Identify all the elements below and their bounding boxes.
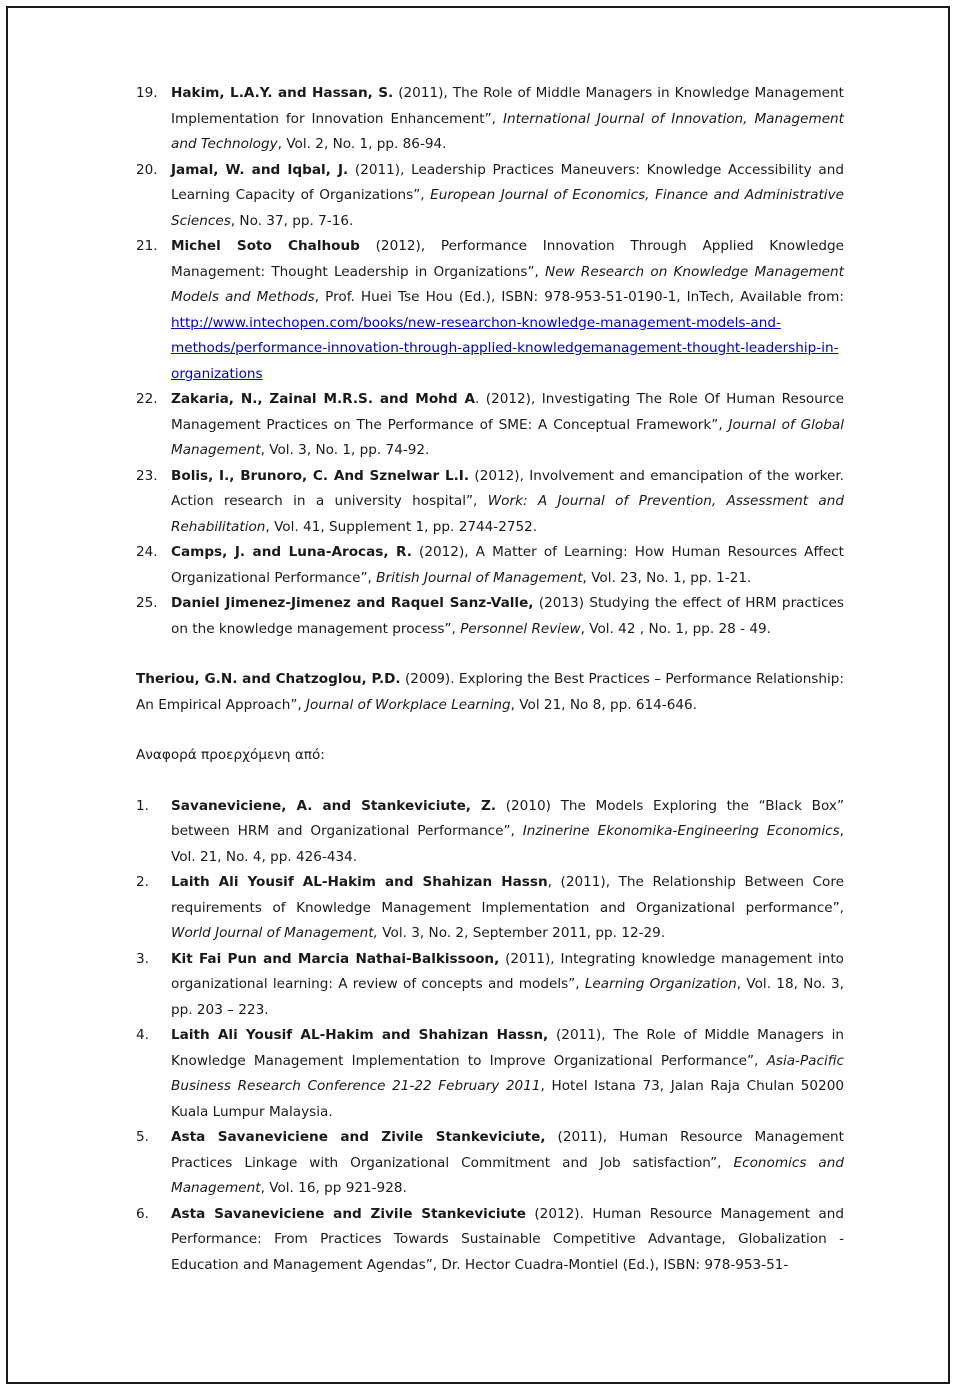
ref-journal: Journal of Workplace Learning <box>306 696 511 713</box>
section-heading: Αναφορά προερχόμενη από: <box>136 747 325 763</box>
ref-title: Exploring the Best Practices – Performance Relationship: An Empirical Approach”, <box>136 671 844 713</box>
ref-year: (2011), <box>348 161 412 178</box>
ref-journal: Asia-Pacific Business Research Conference 21-22 February 2011 <box>171 1052 844 1094</box>
reference-list <box>136 81 844 1278</box>
ref-details: , Vol. 23, No. 1, pp. 1-21. <box>582 569 752 586</box>
spacer <box>136 718 844 743</box>
ref-year: (2011), <box>499 950 561 967</box>
ref-journal: Journal of Global Management <box>171 416 844 458</box>
ref-title: A Matter of Learning: How Human Resources Affect Organizational Performance”, <box>171 544 844 586</box>
spacer <box>136 642 844 667</box>
ref-text <box>171 794 844 871</box>
ref-number: 24. <box>136 544 158 560</box>
ref-authors: Hakim, L.A.Y. and Hassan, S. <box>171 85 394 101</box>
ref-details: , No. 37, pp. 7-16. <box>230 212 354 229</box>
reference-item <box>136 540 844 591</box>
ref-text <box>171 387 844 464</box>
reference-item <box>136 158 844 235</box>
ref-title: The Relationship Between Core requirements of Knowledge Management Implementation and Organizational performance”, <box>171 874 844 916</box>
ref-number: 3. <box>136 950 149 967</box>
ref-number: 6. <box>136 1205 149 1222</box>
ref-details: , Prof. Huei Tse Hou (Ed.), ISBN: 978-953-51-0190-1, InTech, Available from: <box>314 289 844 305</box>
ref-journal: British Journal of Management <box>376 569 583 586</box>
ref-year: (2011), <box>393 85 453 101</box>
ref-title: The Models Exploring the “Black Box” between HRM and Organizational Performance”, <box>171 797 844 839</box>
reference-item <box>136 1202 844 1279</box>
ref-text <box>171 1125 844 1202</box>
ref-details: , Hotel Istana 73, Jalan Raja Chulan 50200 Kuala Lumpur Malaysia. <box>171 1078 844 1120</box>
ref-year: (2012), <box>469 467 530 484</box>
ref-details: , Vol. 18, No. 3, pp. 203 – 223. <box>171 976 844 1018</box>
ref-number: 5. <box>136 1129 149 1145</box>
ref-text <box>171 464 844 541</box>
ref-authors: Zakaria, N., Zainal M.R.S. and Mohd A <box>171 391 475 407</box>
ref-journal: Economics and Management <box>171 1154 844 1196</box>
ref-journal: World Journal of Management, <box>171 925 378 941</box>
ref-text <box>171 158 844 235</box>
ref-journal: New Research on Knowledge Management Models and Methods <box>171 263 844 305</box>
ref-text <box>171 947 844 1024</box>
ref-journal: European Journal of Economics, Finance and Administrative Sciences <box>171 187 844 229</box>
ref-number: 23. <box>136 467 158 484</box>
ref-number: 19. <box>136 85 158 101</box>
ref-details: , Vol. 41, Supplement 1, pp. 2744-2752. <box>265 518 538 535</box>
ref-year: (2012). <box>525 1205 593 1222</box>
ref-journal: Personnel Review <box>460 620 581 637</box>
ref-authors: Asta Savaneviciene and Zivile Stankeviciute <box>171 1205 526 1222</box>
ref-link[interactable]: http://www.intechopen.com/books/new-researchon-knowledge-management-models-and-methods/performance-innovation-through-applied-knowledgemanagement-thought-leadership-in-organizations <box>171 314 839 382</box>
ref-authors: Savaneviciene, A. and Stankeviciute, Z. <box>171 797 497 814</box>
ref-number: 1. <box>136 797 149 814</box>
ref-text <box>171 591 844 642</box>
ref-year: (2011), <box>548 1027 614 1043</box>
ref-year: (2012), <box>411 544 476 560</box>
ref-title: Human Resource Management and Performance: From Practices Towards Sustainable Competitive Advantage, Globalization - Education and Management Agendas”, Dr. Hector Cuadra-Montiel (Ed.), ISBN: 978-953-51- <box>171 1205 845 1273</box>
ref-journal: Inzinerine Ekonomika-Engineering Economics <box>522 823 840 839</box>
reference-item <box>136 1125 844 1202</box>
ref-title: Performance Innovation Through Applied Knowledge Management: Thought Leadership in Organizations”, <box>171 238 844 280</box>
ref-details: Vol. 3, No. 2, September 2011, pp. 12-29. <box>377 925 666 941</box>
ref-details: , Vol. 42 , No. 1, pp. 28 - 49. <box>580 620 771 637</box>
ref-details: , Vol. 21, No. 4, pp. 426-434. <box>171 823 844 865</box>
ref-number: 21. <box>136 238 158 254</box>
ref-year: (2013) <box>533 595 590 611</box>
ref-title: Involvement and emancipation of the worker. Action research in a university hospital”, <box>171 467 844 509</box>
ref-authors: Bolis, I., Brunoro, C. And Sznelwar L.I. <box>171 467 470 484</box>
ref-journal: Learning Organization <box>584 976 737 992</box>
ref-title: Studying the effect of HRM practices on the knowledge management process”, <box>171 595 844 637</box>
ref-authors: Kit Fai Pun and Marcia Nathai-Balkissoon, <box>171 950 500 967</box>
references-block-b <box>136 794 844 1279</box>
ref-year: . (2012), <box>474 391 542 407</box>
reference-item <box>136 591 844 642</box>
references-block-a <box>136 81 844 642</box>
ref-title: Leadership Practices Maneuvers: Knowledge Accessibility and Learning Capacity of Organizations”, <box>171 161 844 203</box>
ref-journal: Work: A Journal of Prevention, Assessment and Rehabilitation <box>171 493 844 535</box>
ref-number: 4. <box>136 1027 149 1043</box>
reference-theriou <box>136 667 844 718</box>
ref-text <box>171 870 844 947</box>
ref-authors: Jamal, W. and Iqbal, J. <box>171 161 349 178</box>
ref-authors: Camps, J. and Luna-Arocas, R. <box>171 544 412 560</box>
ref-number: 22. <box>136 391 158 407</box>
ref-title: The Role of Middle Managers in Knowledge Management Implementation to Improve Organizational Performance”, <box>171 1027 844 1069</box>
ref-text <box>171 540 844 591</box>
ref-year: , (2011), <box>547 874 619 890</box>
ref-text <box>171 1202 844 1279</box>
ref-year: (2009). <box>400 671 459 687</box>
reference-item <box>136 870 844 947</box>
ref-authors: Laith Ali Yousif AL-Hakim and Shahizan Hassn, <box>171 1027 549 1043</box>
ref-authors: Theriou, G.N. and Chatzoglou, P.D. <box>136 671 401 687</box>
ref-details: , Vol. 16, pp 921-928. <box>260 1180 407 1196</box>
ref-title: The Role of Middle Managers in Knowledge Management Implementation for Innovation Enhancement”, <box>171 85 844 127</box>
reference-item <box>136 947 844 1024</box>
reference-item <box>136 234 844 387</box>
reference-item <box>136 81 844 158</box>
ref-title: Investigating The Role Of Human Resource Management Practices on The Performance of SME: A Conceptual Framework”, <box>171 391 844 433</box>
ref-authors: Michel Soto Chalhoub <box>171 238 360 254</box>
ref-journal: International Journal of Innovation, Management and Technology <box>171 110 845 152</box>
ref-text <box>171 1023 844 1125</box>
reference-item <box>136 794 844 871</box>
reference-item <box>136 1023 844 1125</box>
ref-text <box>171 81 844 158</box>
ref-year: (2012), <box>359 238 441 254</box>
ref-number: 20. <box>136 161 158 178</box>
ref-text <box>171 234 844 387</box>
ref-details: , Vol. 3, No. 1, pp. 74-92. <box>260 442 430 458</box>
spacer <box>136 769 844 794</box>
ref-number: 2. <box>136 874 149 890</box>
ref-details: , Vol. 2, No. 1, pp. 86-94. <box>277 136 447 152</box>
ref-details: , Vol 21, No 8, pp. 614-646. <box>510 696 697 713</box>
ref-title: Human Resource Management Practices Linkage with Organizational Commitment and Job satisfaction”, <box>171 1129 844 1171</box>
reference-item <box>136 464 844 541</box>
ref-number: 25. <box>136 595 158 611</box>
ref-year: (2010) <box>496 797 561 814</box>
ref-authors: Laith Ali Yousif AL-Hakim and Shahizan Hassn <box>171 874 548 890</box>
ref-year: (2011), <box>545 1129 620 1145</box>
ref-title: Integrating knowledge management into organizational learning: A review of concepts and models”, <box>171 950 844 992</box>
ref-authors: Daniel Jimenez-Jimenez and Raquel Sanz-Valle, <box>171 595 534 611</box>
ref-authors: Asta Savaneviciene and Zivile Stankeviciute, <box>171 1129 546 1145</box>
reference-item <box>136 387 844 464</box>
